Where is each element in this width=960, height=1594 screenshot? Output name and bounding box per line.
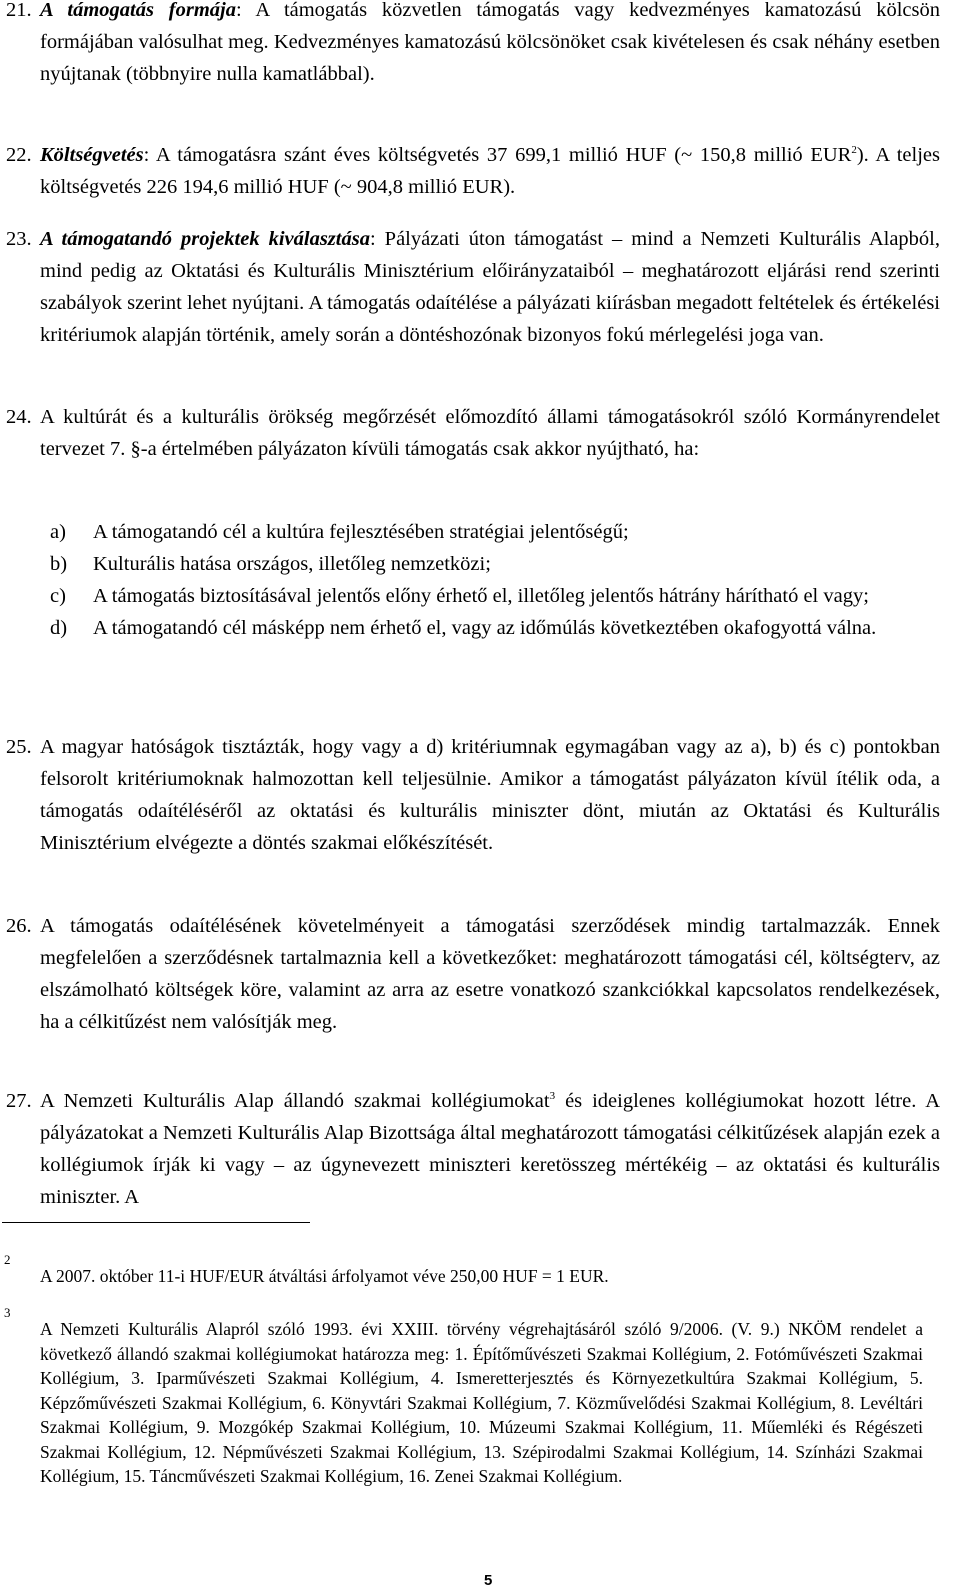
paragraph-text: Pályázati úton támogatást – mind a Nemzeti Kulturális Alapból, mind pedig az Oktatási és Kulturális Minisztérium előirányzataiból – meghatározott eljárási rend szerinti szabályok szerint lehet nyújtani. A támogatás odaítélése a pályázati kiírásban megadott feltételek és értékelési kritériumok alapján történik, amely során a döntéshozónak bizonyos fokú mérlegelési joga van. xyxy=(40,228,941,346)
list-item-text: A támogatandó cél a kultúra fejlesztésében stratégiai jelentőségű; xyxy=(93,521,629,543)
paragraph-number: 26. xyxy=(6,915,32,937)
footnote-ref-3[interactable]: 3 xyxy=(549,1090,556,1102)
list-item-text: A támogatás biztosításával jelentős előny érhető el, illetőleg jelentős hátrány hárítható el vagy; xyxy=(93,585,869,607)
list-item-label: c) xyxy=(50,585,66,607)
list-item xyxy=(40,516,940,548)
footnote-ref-2[interactable]: 2 xyxy=(851,144,857,156)
paragraph-22 xyxy=(6,139,940,203)
list-item xyxy=(40,612,940,644)
paragraph-text: A támogatás közvetlen támogatás vagy kedvezményes kamatozású kölcsön formájában valósulhat meg. Kedvezményes kamatozású kölcsönöket csak kivételesen és csak néhány esetben nyújtanak (többnyire nulla kamatlábbal). xyxy=(40,0,940,85)
paragraph-25 xyxy=(6,731,940,859)
paragraph-number: 27. xyxy=(6,1090,32,1112)
criteria-list xyxy=(40,516,940,644)
paragraph-27 xyxy=(6,1085,940,1213)
paragraph-text: A támogatásra szánt éves költségvetés 37 699,1 millió HUF (~ 150,8 millió EUR xyxy=(155,144,852,166)
page-number: 5 xyxy=(484,1572,493,1589)
title-separator: : xyxy=(236,0,256,21)
footnote-text: A Nemzeti Kulturális Alapról szóló 1993. évi XXIII. törvény végrehajtásáról szóló 9/2006. (V. 9.) NKÖM rendelet a következő állandó szakmai kollégiumokat határozza meg: 1. Építőművészeti Szakmai Kollégium, 2. Fotóművészeti Szakmai Kollégium, 3. Iparművészeti Szakmai Kollégium, 4. Ismeretterjesztés és Környezetkultúra Szakmai Kollégium, 5. Képzőművészeti Szakmai Kollégium, 6. Könyvtári Szakmai Kollégium, 7. Közművelődési Szakmai Kollégium, 8. Levéltári Szakmai Kollégium, 9. Mozgókép Szakmai Kollégium, 10. Múzeumi Szakmai Kollégium, 11. Műemléki és Régészeti Szakmai Kollégium, 12. Népművészeti Szakmai Kollégium, 13. Szépirodalmi Szakmai Kollégium, 14. Színházi Szakmai Kollégium, 15. Táncművészeti Szakmai Kollégium, 16. Zenei Szakmai Kollégium. xyxy=(40,1319,923,1486)
paragraph-number: 23. xyxy=(6,228,32,250)
paragraph-number: 25. xyxy=(6,736,32,758)
paragraph-number: 21. xyxy=(6,0,32,21)
paragraph-text-cont: és ideiglenes kollégiumokat hozott létre. A pályázatokat a Nemzeti Kulturális Alap Bizottsága által meghatározott támogatási célkitűzések alapján ezek a kollégiumok írják ki vagy – az úgynevezett miniszteri keretösszeg mértékéig – az oktatási és kulturális miniszter. A xyxy=(40,1090,940,1208)
list-item-label: d) xyxy=(50,617,68,639)
footnote-text: A 2007. október 11-i HUF/EUR átváltási árfolyamot véve 250,00 HUF = 1 EUR. xyxy=(40,1266,609,1286)
paragraph-text: A támogatás odaítélésének követelményeit a támogatási szerződések mindig tartalmazzák. Ennek megfelelően a szerződésnek tartalmaznia kell a következőket: meghatározott támogatási cél, költségterv, az elszámolható költségek köre, valamint az arra az esetre vonatkozó szankciókkal kapcsolatos rendelkezések, ha a célkitűzést nem valósítják meg. xyxy=(40,915,940,1033)
list-item xyxy=(40,548,940,580)
paragraph-text: A Nemzeti Kulturális Alap állandó szakmai kollégiumokat xyxy=(40,1090,550,1112)
paragraph-title: A támogatás formája xyxy=(40,0,236,21)
paragraph-26 xyxy=(6,910,940,1038)
footnote-number: 2 xyxy=(4,1252,11,1267)
paragraph-text: A magyar hatóságok tisztázták, hogy vagy a d) kritériumnak egymagában vagy az a), b) és c) pontokban felsorolt kritériumoknak halmozottan kell teljesülnie. Amikor a támogatást pályázaton kívül ítélik oda, a támogatás odaítéléséről az oktatási és kulturális miniszter dönt, miután az Oktatási és Kulturális Minisztérium elvégezte a döntés szakmai előkészítését. xyxy=(40,736,940,854)
footnote-number: 3 xyxy=(4,1305,11,1320)
footnote-2 xyxy=(4,1252,923,1289)
footnote-3 xyxy=(4,1305,923,1489)
paragraph-number: 24. xyxy=(6,406,32,428)
paragraph-23 xyxy=(6,223,941,351)
list-item-text: Kulturális hatása országos, illetőleg nemzetközi; xyxy=(93,553,491,575)
paragraph-text-cont: ). A teljes költségvetés 226 194,6 millió HUF (~ 904,8 millió EUR). xyxy=(40,144,940,198)
list-item-label: b) xyxy=(50,553,68,575)
title-separator: : xyxy=(369,228,385,250)
paragraph-number: 22. xyxy=(6,144,32,166)
paragraph-title: A támogatandó projektek kiválasztása xyxy=(40,228,370,250)
list-item-label: a) xyxy=(50,521,66,543)
paragraph-title: Költségvetés xyxy=(40,144,144,166)
paragraph-21 xyxy=(6,0,940,90)
title-separator: : xyxy=(143,144,156,166)
list-item xyxy=(40,580,940,612)
paragraph-24 xyxy=(6,401,940,465)
footnote-separator xyxy=(2,1222,310,1223)
list-item-text: A támogatandó cél másképp nem érhető el, vagy az időmúlás következtében okafogyottá válna. xyxy=(93,617,877,639)
paragraph-text: A kultúrát és a kulturális örökség megőrzését előmozdító állami támogatásokról szóló Kormányrendelet tervezet 7. §-a értelmében pályázaton kívüli támogatás csak akkor nyújtható, ha: xyxy=(40,406,940,460)
